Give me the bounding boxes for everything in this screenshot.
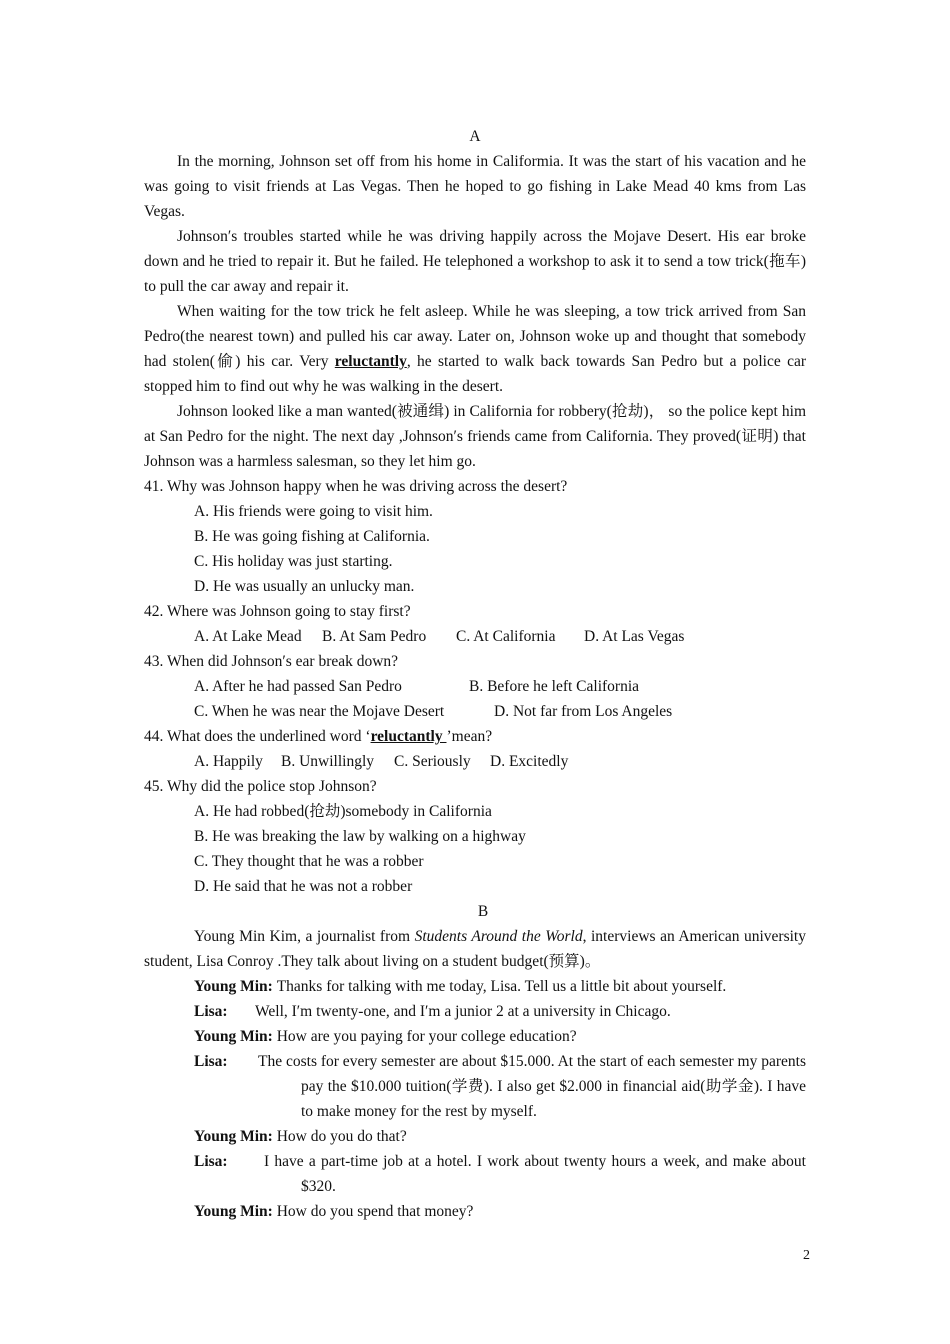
dialogue-line: [194, 1149, 806, 1199]
question-stem: 45. Why did the police stop Johnson?: [144, 778, 377, 795]
paragraph: [144, 299, 806, 399]
intro-text: , interviews an American university student, Lisa Conroy .They talk about living on a student budget(预算)。: [144, 928, 806, 970]
dialogue-text: Well, I′m twenty-one, and I′m a junior 2 at a university in Chicago.: [255, 1003, 671, 1020]
answer-options-row: [144, 674, 806, 699]
answer-option: D. He was usually an unlucky man.: [194, 578, 415, 595]
speaker-label: Lisa:: [194, 1153, 228, 1170]
speaker-label: Young Min:: [194, 1203, 273, 1220]
answer-option: C. When he was near the Mojave Desert: [194, 703, 445, 720]
answer-option: B. Unwillingly: [281, 753, 375, 770]
dialogue-text: How do you do that?: [276, 1128, 407, 1145]
paragraph: [144, 924, 806, 974]
answer-options-row: [144, 749, 806, 774]
question-stem: [144, 724, 806, 749]
answer-option: A. His friends were going to visit him.: [194, 503, 433, 520]
answer-option: B. Before he left California: [469, 678, 640, 695]
intro-text: Young Min Kim, a journalist from: [194, 928, 415, 945]
answer-options-row: [144, 624, 806, 649]
paragraph-text: , he started to walk back towards San Pedro but a police car stopped him to find out why he was walking in the desert.: [144, 353, 807, 395]
question-stem: 42. Where was Johnson going to stay first?: [144, 603, 411, 620]
answer-option: D. He said that he was not a robber: [194, 878, 413, 895]
question-stem: 41. Why was Johnson happy when he was driving across the desert?: [144, 478, 568, 495]
speaker-label: Lisa:: [194, 1003, 228, 1020]
answer-options-row: [144, 699, 806, 724]
section-b-heading: B: [477, 903, 489, 920]
answer-option: D. Not far from Los Angeles: [494, 703, 673, 720]
speaker-label: Young Min:: [194, 978, 273, 995]
dialogue-line: [194, 1049, 806, 1124]
paragraph: In the morning, Johnson set off from his home in Califormia. It was the start of his vacation and he was going to visit friends at Las Vegas. Then he hoped to go fishing in Lake Mead 40 kms from Las Vegas.: [144, 153, 806, 220]
answer-option: C. His holiday was just starting.: [194, 553, 393, 570]
answer-option: A. Happily: [194, 753, 263, 770]
question-stem: 43. When did Johnson′s ear break down?: [144, 653, 399, 670]
paragraph: Johnson′s troubles started while he was driving happily across the Mojave Desert. His ear broke down and he tried to repair it. But he failed. He telephoned a workshop to ask it to send a tow trick(拖车) to pull the car away and repair it.: [144, 228, 806, 295]
dialogue-line: [194, 999, 806, 1024]
dialogue-line: [194, 1124, 806, 1149]
dialogue-line: [194, 1199, 806, 1224]
answer-option: D. At Las Vegas: [584, 628, 685, 645]
answer-option: C. They thought that he was a robber: [194, 853, 424, 870]
answer-option: A. After he had passed San Pedro: [194, 678, 402, 695]
answer-option: C. At California: [456, 628, 556, 645]
underlined-word: reluctantly: [370, 728, 447, 745]
paragraph: Johnson looked like a man wanted(被通缉) in California for robbery(抢劫)， so the police kept him at San Pedro for the night. The next day ,Johnson′s friends came from California. They proved(证明) that Johnson was a harmless salesman, so they let him go.: [144, 403, 806, 470]
paragraph-text: When waiting for the tow trick he felt asleep. While he was sleeping, a tow trick arrived from San Pedro(the nearest town) and pulled his car away. Later on, Johnson woke up and thought that somebody had stolen(偷) his car. Very: [144, 303, 806, 370]
answer-option: D. Excitedly: [490, 753, 569, 770]
dialogue-text: How do you spend that money?: [276, 1203, 474, 1220]
answer-option: A. At Lake Mead: [194, 628, 302, 645]
publication-title: Students Around the World: [414, 928, 583, 945]
dialogue-line: [194, 1024, 806, 1049]
dialogue-text: I have a part-time job at a hotel. I work about twenty hours a week, and make about $320.: [264, 1153, 806, 1195]
dialogue-text: How are you paying for your college education?: [276, 1028, 577, 1045]
interview-dialogue: [144, 974, 806, 1224]
underlined-word: reluctantly: [334, 353, 407, 370]
answer-option: B. At Sam Pedro: [322, 628, 427, 645]
answer-option: B. He was breaking the law by walking on a highway: [194, 828, 526, 845]
speaker-label: Young Min:: [194, 1128, 273, 1145]
section-a-heading: A: [469, 128, 481, 145]
answer-option: B. He was going fishing at California.: [194, 528, 430, 545]
question-text: ’mean?: [446, 728, 493, 745]
dialogue-text: The costs for every semester are about $15.000. At the start of each semester my parents pay the $10.000 tuition(学费). I also get $2.000 in financial aid(助学金). I have to make money for the rest by myself.: [258, 1053, 806, 1120]
dialogue-line: [194, 974, 806, 999]
dialogue-text: Thanks for talking with me today, Lisa. Tell us a little bit about yourself.: [276, 978, 727, 995]
document-page: [144, 124, 806, 1224]
speaker-label: Young Min:: [194, 1028, 273, 1045]
question-text: 44. What does the underlined word ‘: [144, 728, 371, 745]
page-number: 2: [803, 1248, 810, 1263]
speaker-label: Lisa:: [194, 1053, 228, 1070]
answer-option: A. He had robbed(抢劫)somebody in California: [194, 803, 492, 820]
answer-option: C. Seriously: [394, 753, 471, 770]
